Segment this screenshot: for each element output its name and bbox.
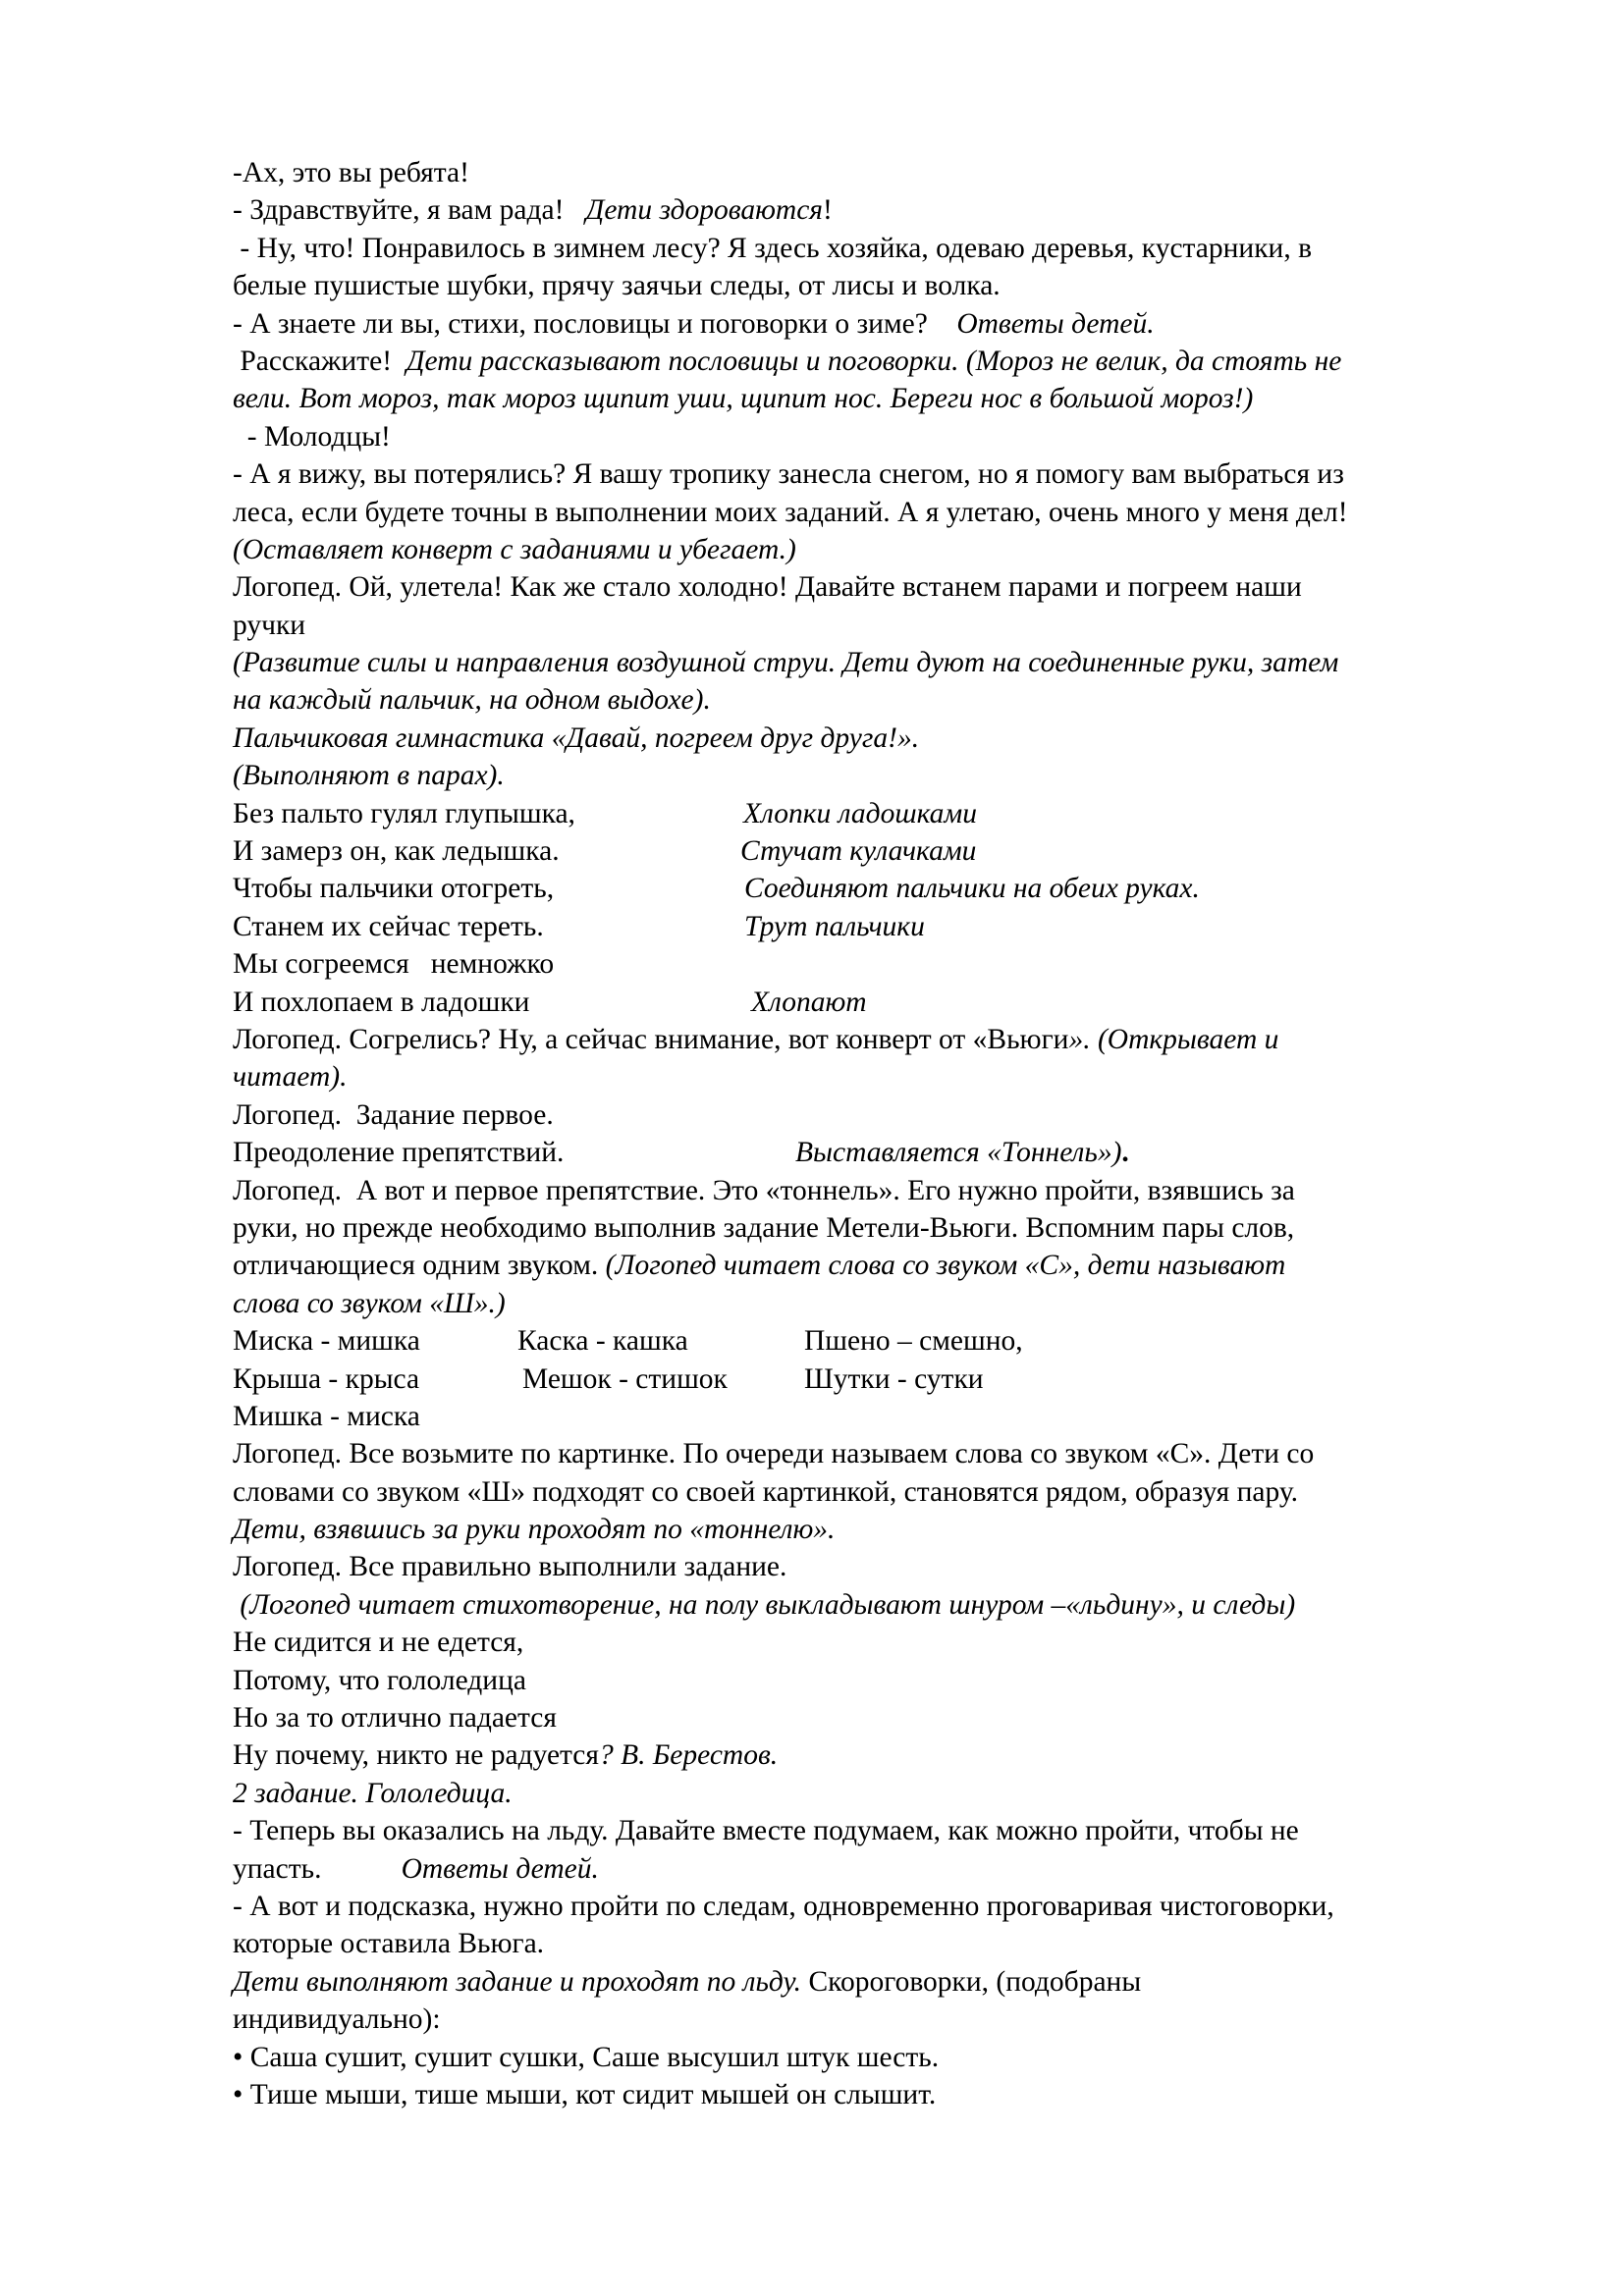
obstacle-note-text: Выставляется «Тоннель») (795, 1137, 1122, 1169)
verse-line: Станем их сейчас тереть. (233, 910, 544, 942)
text-line (233, 455, 1529, 493)
text-line (233, 757, 1529, 794)
action-note: Соединяют пальчики на обеих руках. (744, 873, 1200, 905)
italic-text: (Выполняют в парах). (233, 760, 505, 792)
text-line (233, 1285, 1529, 1322)
text-line (233, 720, 1529, 757)
text-line (233, 2039, 1529, 2076)
finger-gymnastics-table (233, 795, 1529, 1021)
finger-gymnastics-row (233, 832, 1529, 870)
finger-gymnastics-row (233, 870, 1529, 907)
text-line (233, 305, 1529, 343)
text-line (233, 1963, 1529, 2001)
text-segment: - Молодцы! (233, 420, 391, 453)
text-segment: Логопед. Все правильно выполнили задание. (233, 1551, 787, 1583)
italic-text: 2 задание. Гололедица. (233, 1777, 513, 1809)
text-segment: • Саша сушит, сушит сушки, Саше высушил штук шесть. (233, 2041, 940, 2073)
obstacle-note-dot: . (1121, 1137, 1129, 1169)
text-line (233, 1548, 1529, 1585)
italic-text: Ответы детей. (956, 307, 1155, 340)
text-segment: Ну почему, никто не радуется (233, 1739, 599, 1772)
text-segment: - А знаете ли вы, стихи, пословицы и поговорки о зиме? (233, 307, 957, 340)
text-line (233, 343, 1529, 380)
text-segment: руки, но прежде необходимо выполнив задание Метели-Вьюги. Вспомним пары слов, (233, 1211, 1295, 1244)
text-line (233, 380, 1529, 417)
text-line (233, 154, 1529, 191)
text-segment: Скороговорки, (подобраны (801, 1965, 1142, 1998)
italic-text: читает). (233, 1061, 348, 1094)
italic-text: Пальчиковая гимнастика «Давай, погреем друг друга!». (233, 721, 920, 754)
verse-line: И похлопаем в ладошки (233, 986, 530, 1018)
italic-text: Дети здороваются (585, 194, 824, 227)
text-segment: Логопед. Согрелись? Ну, а сейчас внимание, вот конверт от «Вьюги (233, 1023, 1069, 1055)
text-line (233, 418, 1529, 455)
obstacle-line (233, 1134, 1529, 1171)
text-line (233, 1435, 1529, 1472)
text-segment: Логопед. Все возьмите по картинке. По очереди называем слова со звуком «С». Дети со (233, 1438, 1315, 1470)
text-segment: Логопед. А вот и первое препятствие. Это «тоннель». Его нужно пройти, взявшись за (233, 1174, 1295, 1206)
text-line (233, 1662, 1529, 1699)
action-note: Стучат кулачками (740, 835, 977, 868)
text-line (233, 607, 1529, 644)
italic-text: на каждый пальчик, на одном выдохе). (233, 684, 711, 717)
text-line (233, 1172, 1529, 1209)
text-segment: • Тише мыши, тише мыши, кот сидит мышей он слышит. (233, 2078, 937, 2110)
italic-text: (Развитие силы и направления воздушной струи. Дети дуют на соединенные руки, затем (233, 647, 1339, 679)
text-segment: словами со звуком «Ш» подходят со своей картинкой, становятся рядом, образуя пару. (233, 1475, 1298, 1508)
italic-text: Ответы детей. (401, 1852, 599, 1885)
text-segment: - А я вижу, вы потерялись? Я вашу тропику занесла снегом, но я помогу вам выбраться из (233, 458, 1344, 491)
text-line (233, 568, 1529, 606)
italic-text: (Логопед читает стихотворение, на полу выкладывают шнуром –«льдину», и следы) (233, 1588, 1296, 1621)
text-line (233, 2076, 1529, 2113)
word-pair: Пшено – смешно, (804, 1325, 1023, 1358)
italic-text: Дети рассказывают пословицы и поговорки. (Мороз не велик, да стоять не (406, 345, 1342, 377)
text-segment: ручки (233, 609, 306, 641)
finger-gymnastics-row (233, 984, 1529, 1021)
dialogue-block-3 (233, 1172, 1529, 1323)
italic-text: ? В. Берестов. (598, 1739, 779, 1772)
text-line (233, 1209, 1529, 1247)
text-line (233, 1850, 1529, 1888)
verse-line: И замерз он, как ледышка. (233, 835, 560, 868)
text-segment: Логопед. Ой, улетела! Как же стало холодно! Давайте встанем парами и погреем наши (233, 571, 1302, 604)
word-pair-row (233, 1398, 1529, 1435)
finger-gymnastics-row (233, 945, 1529, 983)
verse-line: Мы согреемся немножко (233, 948, 555, 981)
word-pair: Миска - мишка (233, 1325, 420, 1358)
text-segment: ! (823, 194, 833, 227)
text-line (233, 1021, 1529, 1058)
italic-text: вели. Вот мороз, так мороз щипит уши, щипит нос. Береги нос в большой мороз!) (233, 383, 1254, 415)
text-line (233, 230, 1529, 267)
text-segment: Потому, что гололедица (233, 1664, 526, 1696)
text-segment: Но за то отлично падается (233, 1702, 557, 1735)
obstacle-note (795, 1134, 1129, 1171)
text-line (233, 1096, 1529, 1134)
text-line (233, 1699, 1529, 1736)
finger-gymnastics-row (233, 795, 1529, 832)
text-line (233, 2001, 1529, 2038)
text-line (233, 1247, 1529, 1284)
action-note: Хлопки ладошками (743, 797, 977, 829)
text-line (233, 1473, 1529, 1511)
dialogue-block-1 (233, 154, 1529, 795)
dialogue-block-2 (233, 1021, 1529, 1134)
dialogue-block-4 (233, 1435, 1529, 2113)
document-page (233, 154, 1529, 2113)
text-segment: - Здравствуйте, я вам рада! (233, 194, 586, 227)
word-pair: Крыша - крыса (233, 1362, 420, 1395)
word-pair: Мешок - стишок (522, 1362, 728, 1395)
text-segment: Не сидится и не едется, (233, 1627, 524, 1659)
word-pair-row (233, 1361, 1529, 1398)
text-segment: отличающиеся одним звуком. (233, 1250, 606, 1282)
text-line (233, 681, 1529, 719)
italic-text: слова со звуком «Ш».) (233, 1287, 506, 1319)
verse-line: Чтобы пальчики отогреть, (233, 873, 555, 905)
text-line (233, 1775, 1529, 1812)
text-line (233, 191, 1529, 229)
text-line (233, 1058, 1529, 1095)
text-segment: индивидуально): (233, 2003, 441, 2036)
text-segment: Расскажите! (233, 345, 406, 377)
text-line (233, 531, 1529, 568)
italic-text: Дети выполняют задание и проходят по льду. (233, 1965, 802, 1998)
text-segment: упасть. (233, 1852, 402, 1885)
text-segment: -Ах, это вы ребята! (233, 157, 469, 188)
text-line (233, 1511, 1529, 1548)
text-line (233, 494, 1529, 531)
word-pair: Мишка - миска (233, 1400, 420, 1432)
text-line (233, 1925, 1529, 1962)
action-note: Хлопают (751, 986, 867, 1018)
text-segment: белые пушистые шубки, прячу заячьи следы, от лисы и волка. (233, 270, 1001, 302)
text-segment: которые оставила Вьюга. (233, 1928, 545, 1960)
text-line (233, 1586, 1529, 1624)
word-pair-row (233, 1322, 1529, 1360)
italic-text: ». (Открывает и (1068, 1023, 1279, 1055)
text-segment: Логопед. Задание первое. (233, 1098, 554, 1131)
text-line (233, 1624, 1529, 1661)
italic-text: (Оставляет конверт с заданиями и убегает.) (233, 533, 796, 565)
text-line (233, 267, 1529, 304)
word-pair: Каска - кашка (517, 1325, 688, 1358)
text-line (233, 1736, 1529, 1774)
obstacle-label: Преодоление препятствий. (233, 1137, 565, 1169)
text-segment: - А вот и подсказка, нужно пройти по следам, одновременно проговаривая чистоговорки, (233, 1890, 1334, 1922)
italic-text: Дети, взявшись за руки проходят по «тоннелю». (233, 1514, 836, 1546)
action-note: Трут пальчики (744, 910, 925, 942)
italic-text: (Логопед читает слова со звуком «С», дети называют (605, 1250, 1286, 1282)
text-line (233, 1888, 1529, 1925)
verse-line: Без пальто гулял глупышка, (233, 797, 575, 829)
text-segment: - Теперь вы оказались на льду. Давайте вместе подумаем, как можно пройти, чтобы не (233, 1815, 1299, 1847)
word-pairs-table (233, 1322, 1529, 1435)
text-line (233, 1812, 1529, 1849)
text-line (233, 644, 1529, 681)
finger-gymnastics-row (233, 908, 1529, 945)
text-segment: - Ну, что! Понравилось в зимнем лесу? Я здесь хозяйка, одеваю деревья, кустарники, в (233, 232, 1313, 264)
text-segment: леса, если будете точны в выполнении моих заданий. А я улетаю, очень много у меня дел! (233, 496, 1348, 528)
word-pair: Шутки - сутки (804, 1362, 984, 1395)
